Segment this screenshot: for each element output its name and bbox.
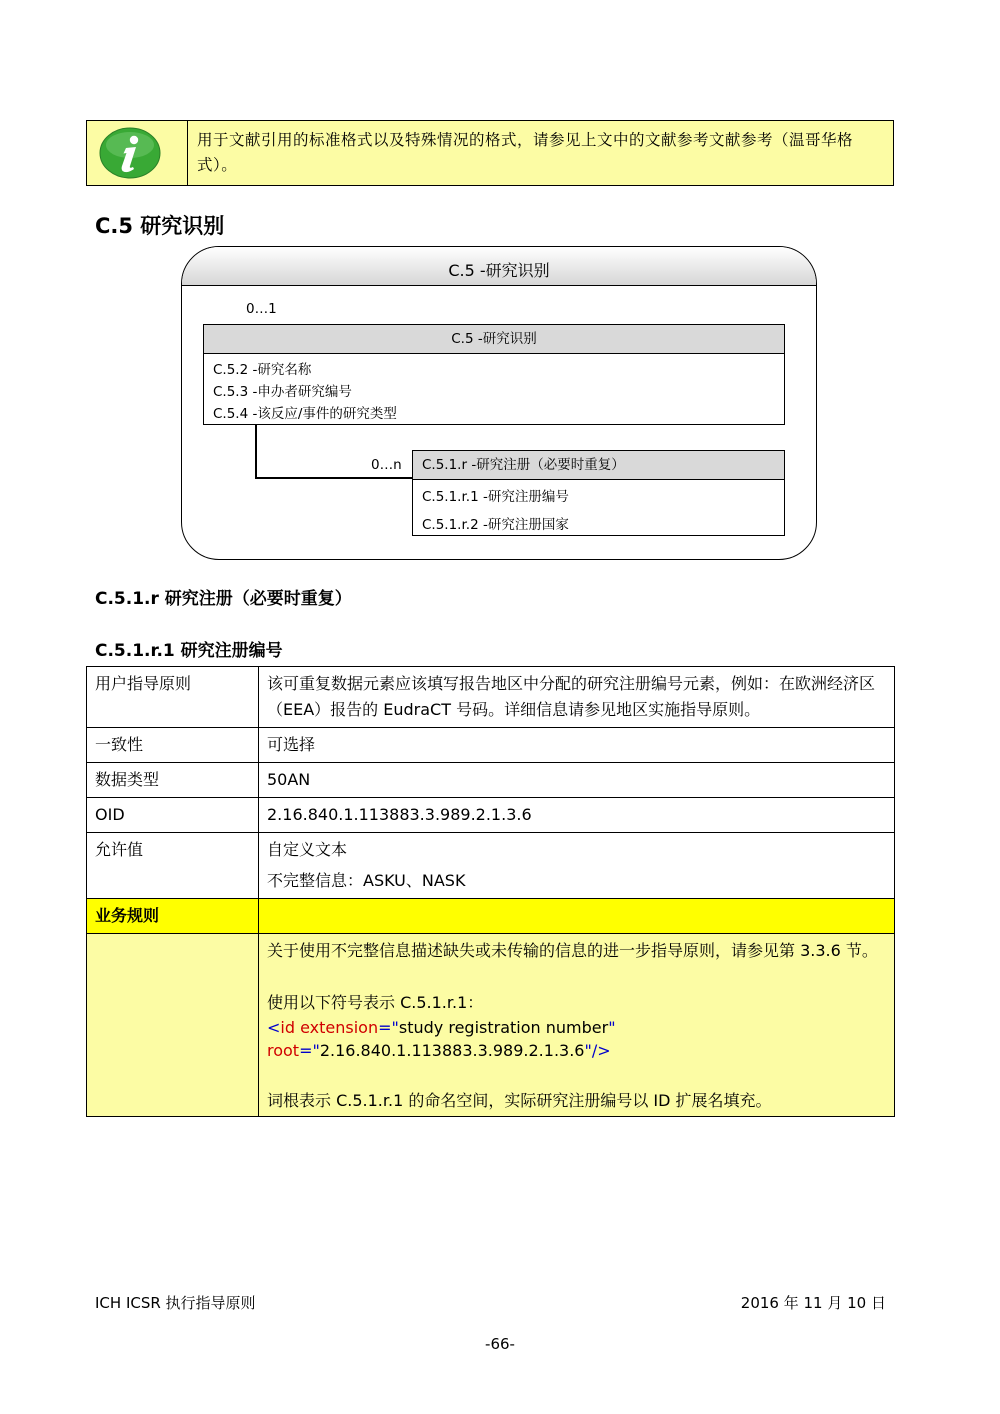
diagram-title: C.5 -研究识别 (448, 261, 550, 280)
code-attr: root (267, 1041, 300, 1060)
footer-document-title: ICH ICSR 执行指导原则 (95, 1294, 256, 1312)
oid-value: 2.16.840.1.113883.3.989.2.1.3.6 (259, 798, 895, 833)
business-rules-header-row (87, 899, 895, 934)
business-rules-cell (259, 934, 895, 1117)
table-row (87, 667, 895, 728)
main-box-item: C.5.4 -该反应/事件的研究类型 (213, 406, 397, 422)
sub-box-item: C.5.1.r.2 -研究注册国家 (422, 517, 569, 533)
table-row (87, 763, 895, 798)
table-row (87, 833, 895, 899)
code-eq: =" (378, 1018, 399, 1037)
oid-label: OID (87, 798, 259, 833)
code-value: 2.16.840.1.113883.3.989.2.1.3.6 (319, 1041, 585, 1060)
datatype-value: 50AN (259, 763, 895, 798)
code-tag: id (280, 1018, 296, 1037)
info-icon (99, 127, 161, 179)
subheading-registration: C.5.1.r 研究注册（必要时重复） (95, 589, 352, 609)
main-box-header: C.5 -研究识别 (204, 325, 784, 354)
table-row (87, 728, 895, 763)
cardinality-top: 0…1 (246, 301, 277, 317)
sub-section-box (412, 450, 785, 536)
code-value: study registration number (398, 1018, 609, 1037)
business-rules-empty-cell (87, 934, 259, 1117)
allowed-values-cell (259, 833, 895, 899)
code-quote: " (608, 1018, 616, 1037)
note-text: 用于文献引用的标准格式以及特殊情况的格式，请参见上文中的文献参考文献参考（温哥华格式）。 (197, 131, 854, 174)
page-number: -66- (485, 1335, 515, 1353)
section-heading: C.5 研究识别 (95, 214, 225, 238)
sub-box-item: C.5.1.r.1 -研究注册编号 (422, 489, 569, 505)
main-box-item: C.5.3 -申办者研究编号 (213, 384, 352, 400)
code-eq: =" (299, 1041, 320, 1060)
code-end: /> (591, 1041, 611, 1060)
sub-box-header: C.5.1.r -研究注册（必要时重复） (413, 451, 784, 480)
allowed-values-label: 允许值 (87, 833, 259, 899)
xml-code-snippet (267, 1016, 886, 1062)
business-rules-label: 业务规则 (87, 899, 259, 934)
main-box-item: C.5.2 -研究名称 (213, 362, 312, 378)
note-icon-cell (87, 121, 188, 185)
code-open: < (267, 1018, 281, 1037)
structure-diagram (181, 246, 817, 560)
rule-text: 词根表示 C.5.1.r.1 的命名空间，实际研究注册编号以 ID 扩展名填充。 (267, 1091, 772, 1110)
rule-text: 关于使用不完整信息描述缺失或未传输的信息的进一步指导原则，请参见第 3.3.6 节。 (267, 941, 878, 960)
business-rules-header-empty (259, 899, 895, 934)
business-rules-row (87, 934, 895, 1117)
datatype-label: 数据类型 (87, 763, 259, 798)
data-element-table (86, 666, 895, 1117)
table-row (87, 798, 895, 833)
cardinality-sub: 0…n (371, 457, 402, 473)
info-note (86, 120, 894, 186)
allowed-value: 不完整信息：ASKU、NASK (267, 871, 466, 890)
code-attr: extension (295, 1018, 379, 1037)
guideline-label: 用户指导原则 (87, 667, 259, 728)
guideline-value: 该可重复数据元素应该填写报告地区中分配的研究注册编号元素，例如：在欧洲经济区（EEA）报告的 EudraCT 号码。详细信息请参见地区实施指导原则。 (259, 667, 895, 728)
footer-date: 2016 年 11 月 10 日 (740, 1294, 886, 1312)
code-quote: " (584, 1041, 592, 1060)
rule-text: 使用以下符号表示 C.5.1.r.1： (267, 993, 484, 1012)
allowed-value: 自定义文本 (267, 840, 348, 859)
subheading-registration-number: C.5.1.r.1 研究注册编号 (95, 641, 283, 661)
conformance-label: 一致性 (87, 728, 259, 763)
conformance-value: 可选择 (259, 728, 895, 763)
